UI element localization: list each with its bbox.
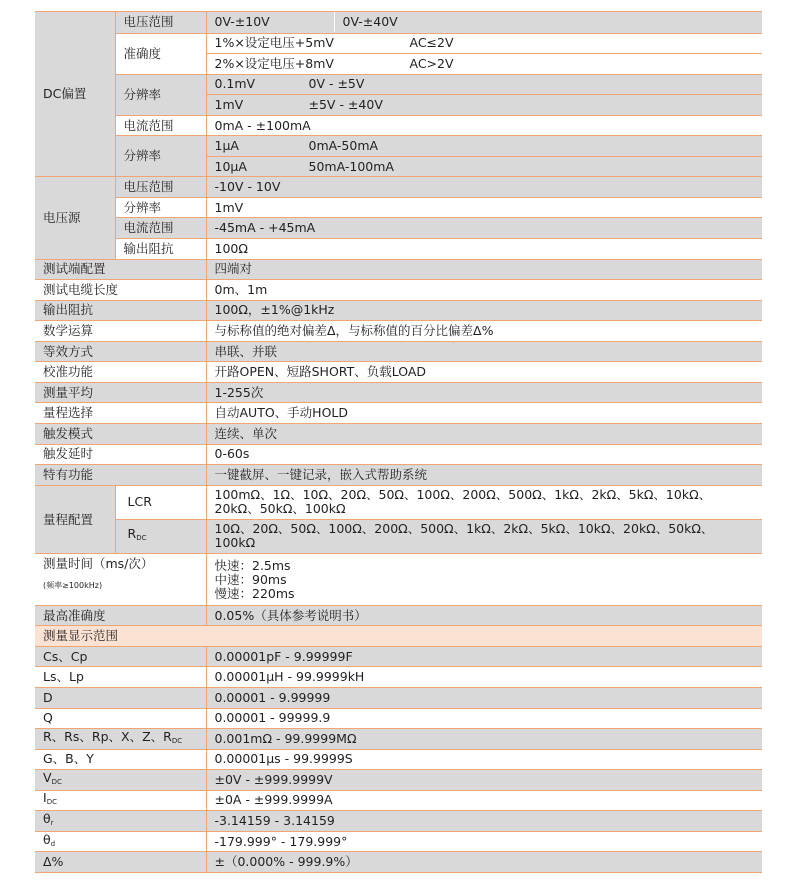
- table-row: [35, 831, 762, 852]
- dc-resolution-row-1: [206, 74, 762, 95]
- dc-accuracy-value-2: 2%×设定电压+8mV: [214, 55, 334, 71]
- dc-current-resolution-row-2: [206, 156, 762, 177]
- table-row: [35, 403, 762, 424]
- display-range-value: ±（0.000% - 999.9%）: [206, 852, 762, 873]
- spec-table: [35, 12, 762, 873]
- table-row: [35, 708, 762, 729]
- dc-current-resolution-value-1: 1μA: [214, 138, 239, 154]
- general-value: 0m、1m: [206, 280, 762, 301]
- vs-row-label: 电流范围: [115, 218, 206, 239]
- general-label: 数学运算: [35, 321, 206, 342]
- voltage-source-label: 电压源: [35, 177, 115, 259]
- general-label: 特有功能: [35, 465, 206, 486]
- table-row: [35, 218, 762, 239]
- dc-current-resolution-range-1: 0mA-50mA: [308, 138, 379, 154]
- display-range-value: 0.00001μs - 99.9999S: [206, 749, 762, 770]
- table-row: [35, 382, 762, 403]
- general-value: 自动AUTO、手动HOLD: [206, 403, 762, 424]
- dc-accuracy-value-1: 1%×设定电压+5mV: [214, 35, 334, 51]
- table-row: [35, 729, 762, 750]
- dc-accuracy-label: 准确度: [115, 33, 206, 74]
- measure-time-label: 测量时间（ms/次）: [43, 556, 154, 572]
- dc-accuracy-row-1: [206, 33, 762, 54]
- table-row: [35, 197, 762, 218]
- measure-time-medium: 中速：90ms: [214, 571, 287, 587]
- table-row: [35, 300, 762, 321]
- table-row: [35, 280, 762, 301]
- table-row: [35, 33, 762, 54]
- dc-current-range-value: 0mA - ±100mA: [206, 115, 762, 136]
- display-range-label: Cs、Cp: [35, 646, 206, 667]
- display-range-label: $\theta_d$: [35, 831, 206, 852]
- vs-row-value: 100Ω: [206, 239, 762, 260]
- general-value: 一键截屏、一键记录，嵌入式帮助系统: [206, 465, 762, 486]
- measure-time-slow: 慢速：220ms: [214, 585, 295, 601]
- dc-voltage-range-v2: 0V-±40V: [342, 14, 398, 30]
- dc-accuracy-cond-2: AC>2V: [409, 55, 454, 71]
- display-range-label: $\theta_r$: [35, 811, 206, 832]
- display-range-label: G、B、Y: [35, 749, 206, 770]
- display-range-value: 0.001mΩ - 99.9999MΩ: [206, 729, 762, 750]
- table-row: [35, 136, 762, 157]
- general-label: 测量平均: [35, 382, 206, 403]
- vs-row-label: 电压范围: [115, 177, 206, 198]
- display-range-label: Q: [35, 708, 206, 729]
- general-label: 触发模式: [35, 423, 206, 444]
- range-config-label: 量程配置: [35, 485, 115, 554]
- general-label: 量程选择: [35, 403, 206, 424]
- general-value: 0-60s: [206, 444, 762, 465]
- table-row: [35, 749, 762, 770]
- range-config-lcr-line-2: 20kΩ、50kΩ、100kΩ: [214, 501, 346, 517]
- measure-time-values: [206, 554, 762, 605]
- general-label: 输出阻抗: [35, 300, 206, 321]
- display-range-value: ±0V - ±999.9999V: [206, 770, 762, 791]
- display-range-value: 0.00001 - 9.99999: [206, 687, 762, 708]
- general-label: 测试端配置: [35, 259, 206, 280]
- general-value: 与标称值的绝对偏差Δ，与标称值的百分比偏差Δ%: [206, 321, 762, 342]
- table-row: [35, 259, 762, 280]
- table-row: [35, 519, 762, 554]
- table-row: [35, 423, 762, 444]
- table-row: [35, 485, 762, 519]
- dc-resolution-value-2: 1mV: [214, 96, 244, 112]
- general-value: 开路OPEN、短路SHORT、负载LOAD: [206, 362, 762, 383]
- table-row: [35, 177, 762, 198]
- max-accuracy-value: 0.05%（具体参考说明书）: [206, 605, 762, 626]
- display-range-label: $I_{DC}$: [35, 790, 206, 811]
- dc-resolution-range-2: ±5V - ±40V: [308, 96, 383, 112]
- table-row: [35, 444, 762, 465]
- general-value: 串联、并联: [206, 341, 762, 362]
- table-row: [35, 811, 762, 832]
- general-value: 连续、单次: [206, 423, 762, 444]
- table-row: [35, 115, 762, 136]
- display-range-value: -3.14159 - 3.14159: [206, 811, 762, 832]
- display-range-label: D: [35, 687, 206, 708]
- dc-accuracy-cond-1: AC≤2V: [409, 35, 454, 51]
- measure-time-label-cell: [35, 554, 206, 605]
- dc-current-resolution-label: 分辨率: [115, 136, 206, 177]
- table-row: [35, 74, 762, 95]
- table-row: [35, 790, 762, 811]
- display-range-label: Δ%: [35, 852, 206, 873]
- general-value: 100Ω，±1%@1kHz: [206, 300, 762, 321]
- table-row: [35, 687, 762, 708]
- vs-row-value: 1mV: [206, 197, 762, 218]
- dc-bias-label: DC偏置: [35, 12, 115, 177]
- general-value: 1-255次: [206, 382, 762, 403]
- dc-resolution-row-2: [206, 95, 762, 116]
- vs-row-label: 分辨率: [115, 197, 206, 218]
- display-range-value: 0.00001 - 99999.9: [206, 708, 762, 729]
- table-row: [35, 321, 762, 342]
- general-value: 四端对: [206, 259, 762, 280]
- dc-current-resolution-value-2: 10μA: [214, 158, 247, 174]
- table-row: [35, 465, 762, 486]
- dc-resolution-value-1: 0.1mV: [214, 76, 256, 92]
- measure-time-note: (频率≥100kHz): [43, 581, 103, 591]
- dc-voltage-range-v1: 0V-±10V: [207, 12, 335, 32]
- table-row: [35, 605, 762, 626]
- display-range-label: R、Rs、Rp、X、Z、$R_{DC}$: [35, 729, 206, 750]
- dc-voltage-range-label: 电压范围: [115, 12, 206, 33]
- display-range-header: 测量显示范围: [35, 626, 762, 647]
- table-row: [35, 667, 762, 688]
- dc-current-resolution-row-1: [206, 136, 762, 157]
- dc-current-range-label: 电流范围: [115, 115, 206, 136]
- measure-time-fast: 快速：2.5ms: [214, 557, 291, 573]
- dc-resolution-range-1: 0V - ±5V: [308, 76, 365, 92]
- display-range-label: Ls、Lp: [35, 667, 206, 688]
- vs-row-label: 输出阻抗: [115, 239, 206, 260]
- dc-current-resolution-range-2: 50mA-100mA: [308, 158, 394, 174]
- display-range-label: $V_{DC}$: [35, 770, 206, 791]
- range-config-lcr-value: [206, 485, 762, 519]
- table-row: [35, 852, 762, 873]
- range-config-rdc-line-1: 10Ω、20Ω、50Ω、100Ω、200Ω、500Ω、1kΩ、2kΩ、5kΩ、10kΩ、20kΩ、50kΩ、: [214, 521, 714, 537]
- display-range-value: -179.999° - 179.999°: [206, 831, 762, 852]
- vs-row-value: -45mA - +45mA: [206, 218, 762, 239]
- general-label: 等效方式: [35, 341, 206, 362]
- vs-row-value: -10V - 10V: [206, 177, 762, 198]
- display-range-value: ±0A - ±999.9999A: [206, 790, 762, 811]
- general-label: 触发延时: [35, 444, 206, 465]
- table-row: [35, 12, 762, 33]
- general-label: 校准功能: [35, 362, 206, 383]
- table-row: [35, 554, 762, 605]
- max-accuracy-label: 最高准确度: [35, 605, 206, 626]
- display-range-value: 0.00001pF - 9.99999F: [206, 646, 762, 667]
- table-row: [35, 626, 762, 647]
- range-config-rdc-label: $R_{DC}$: [115, 519, 206, 554]
- table-row: [35, 770, 762, 791]
- table-row: [35, 239, 762, 260]
- range-config-lcr-label: LCR: [115, 485, 206, 519]
- range-config-rdc-line-2: 100kΩ: [214, 535, 256, 551]
- dc-accuracy-row-2: [206, 54, 762, 75]
- range-config-rdc-value: [206, 519, 762, 554]
- dc-resolution-label: 分辨率: [115, 74, 206, 115]
- table-row: [35, 341, 762, 362]
- range-config-lcr-line-1: 100mΩ、1Ω、10Ω、20Ω、50Ω、100Ω、200Ω、500Ω、1kΩ、2kΩ、5kΩ、10kΩ、: [214, 487, 712, 503]
- display-range-value: 0.00001μH - 99.9999kH: [206, 667, 762, 688]
- table-row: [35, 646, 762, 667]
- general-label: 测试电缆长度: [35, 280, 206, 301]
- dc-voltage-range-value: [206, 12, 762, 33]
- table-row: [35, 362, 762, 383]
